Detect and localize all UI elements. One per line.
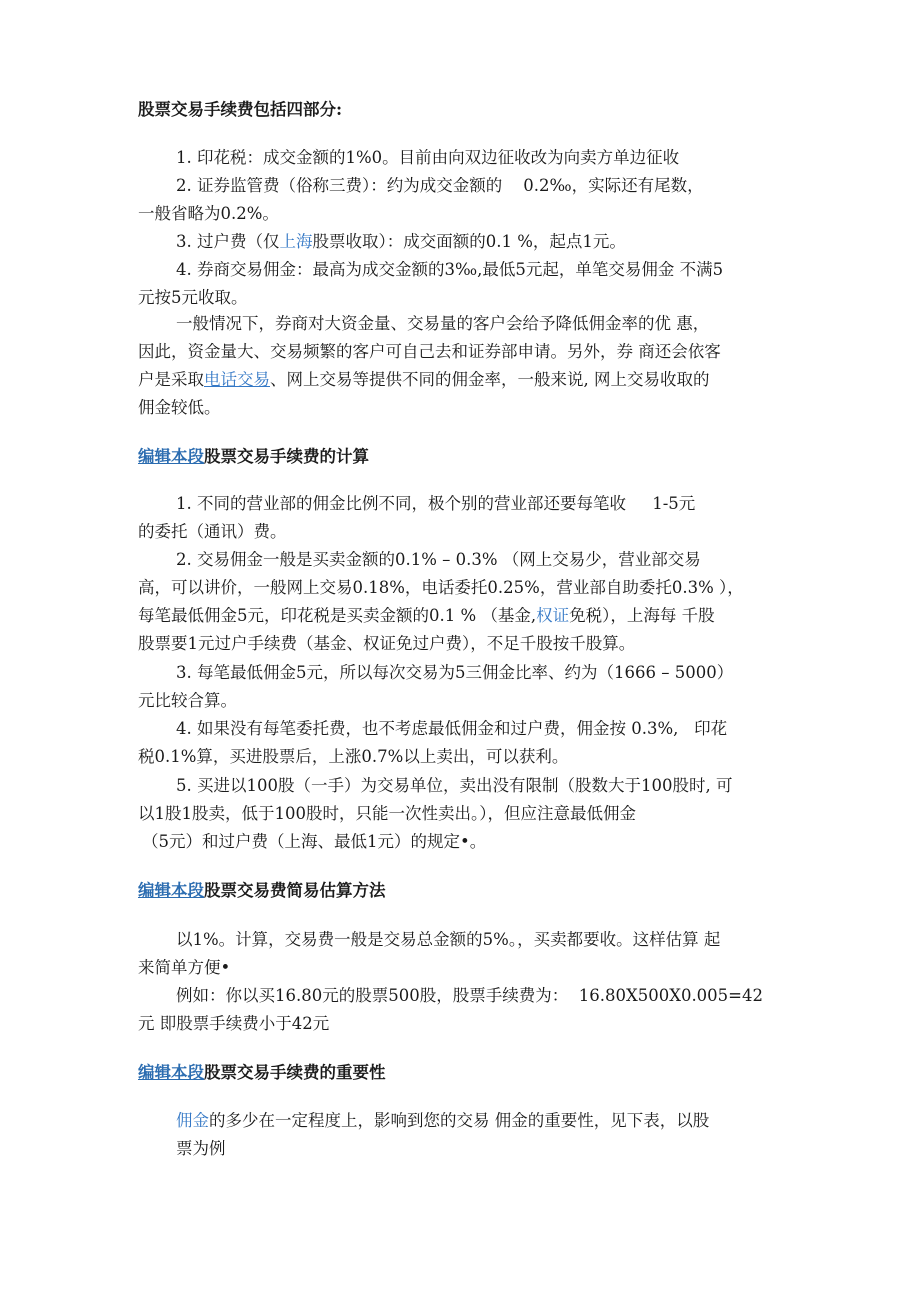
- link-commission[interactable]: 佣金: [176, 1111, 209, 1130]
- text-segment: 免税），上海每 千股: [569, 606, 715, 625]
- item-broker-commission-cont: 元按5元收取。: [138, 288, 248, 307]
- calc-line: 2. 交易佣金一般是买卖金额的0.1% – 0.3% （网上交易少，营业部交易: [176, 550, 701, 569]
- text-segment: 3. 过户费（仅: [176, 232, 280, 251]
- section-title: 股票交易手续费的计算: [204, 447, 369, 466]
- edit-section-link[interactable]: 编辑本段: [138, 447, 204, 466]
- section-heading-estimate: [138, 881, 386, 901]
- paragraph-general-line: 因此，资金量大、交易频繁的客户可自己去和证券部申请。另外，券 商还会依客: [138, 342, 721, 361]
- calc-line: 元比较合算。: [138, 691, 237, 710]
- item-broker-commission: 4. 券商交易佣金：最高为成交金额的3‰,最低5元起，单笔交易佣金 不满5: [176, 260, 724, 279]
- item-regulatory-fee-cont: 一般省略为0.2%。: [138, 204, 279, 223]
- calc-line: 5. 买进以100股（一手）为交易单位，卖出没有限制（股数大于100股时, 可: [176, 776, 733, 795]
- calc-line: 1. 不同的营业部的佣金比例不同，极个别的营业部还要每笔收 1-5元: [176, 494, 696, 513]
- text-segment: 每笔最低佣金5元，印花税是买卖金额的0.1 % （基金,: [138, 606, 537, 625]
- estimate-line: 例如：你以买16.80元的股票500股，股票手续费为： 16.80X500X0.005=42: [176, 986, 763, 1005]
- estimate-line: 来简单方便•: [138, 958, 231, 977]
- importance-line: 票为例: [176, 1139, 226, 1158]
- section-heading-importance: [138, 1063, 386, 1083]
- estimate-line: 以1%。计算，交易费一般是交易总金额的5%。，买卖都要收。这样估算 起: [176, 930, 721, 949]
- heading-fee-parts: 股票交易手续费包括四部分:: [138, 100, 343, 119]
- text-segment: 、网上交易等提供不同的佣金率，一般来说, 网上交易收取的: [270, 370, 710, 389]
- calc-line: （5元）和过户费（上海、最低1元）的规定•。: [142, 832, 487, 851]
- edit-section-link[interactable]: 编辑本段: [138, 881, 204, 900]
- item-regulatory-fee: 2. 证券监管费（俗称三费）：约为成交金额的 0.2‰，实际还有尾数，: [176, 176, 704, 195]
- calc-line: 高，可以讲价，一般网上交易0.18%，电话委托0.25%，营业部自助委托0.3% ），: [138, 578, 744, 597]
- estimate-line: 元 即股票手续费小于42元: [138, 1014, 330, 1033]
- link-shanghai[interactable]: 上海: [279, 232, 313, 251]
- paragraph-general-line: [138, 370, 710, 390]
- calc-line: [138, 606, 715, 626]
- text-segment: 股票收取）：成交面额的0.1 %，起点1元。: [312, 232, 626, 251]
- link-warrant[interactable]: 权证: [536, 606, 570, 625]
- calc-line: 股票要1元过户手续费（基金、权证免过户费），不足千股按千股算。: [138, 634, 636, 653]
- calc-line: 4. 如果没有每笔委托费，也不考虑最低佣金和过户费，佣金按 0.3%, 印花: [176, 719, 728, 738]
- item-stamp-tax: 1. 印花税：成交金额的1%0。目前由向双边征收改为向卖方单边征收: [176, 148, 680, 167]
- calc-line: 3. 每笔最低佣金5元，所以每次交易为5三佣金比率、约为（1666 – 5000）: [176, 663, 734, 682]
- section-title: 股票交易费简易估算方法: [204, 881, 386, 900]
- text-segment: 户是采取: [138, 370, 204, 389]
- calc-line: 税0.1%算，买进股票后，上涨0.7%以上卖出，可以获利。: [138, 747, 569, 766]
- calc-line: 以1股1股卖，低于100股时，只能一次性卖出。），但应注意最低佣金: [138, 804, 636, 823]
- section-title: 股票交易手续费的重要性: [204, 1063, 386, 1082]
- importance-line: [176, 1111, 709, 1131]
- section-heading-calculation: [138, 447, 369, 467]
- item-transfer-fee: [176, 232, 626, 252]
- calc-line: 的委托（通讯）费。: [138, 522, 287, 541]
- edit-section-link[interactable]: 编辑本段: [138, 1063, 204, 1082]
- paragraph-general-line: 佣金较低。: [138, 398, 221, 417]
- link-phone-trading[interactable]: 电话交易: [204, 370, 270, 389]
- paragraph-general-line: 一般情况下，券商对大资金量、交易量的客户会给予降低佣金率的优 惠，: [176, 314, 710, 333]
- text-segment: 的多少在一定程度上，影响到您的交易 佣金的重要性，见下表，以股: [209, 1111, 710, 1130]
